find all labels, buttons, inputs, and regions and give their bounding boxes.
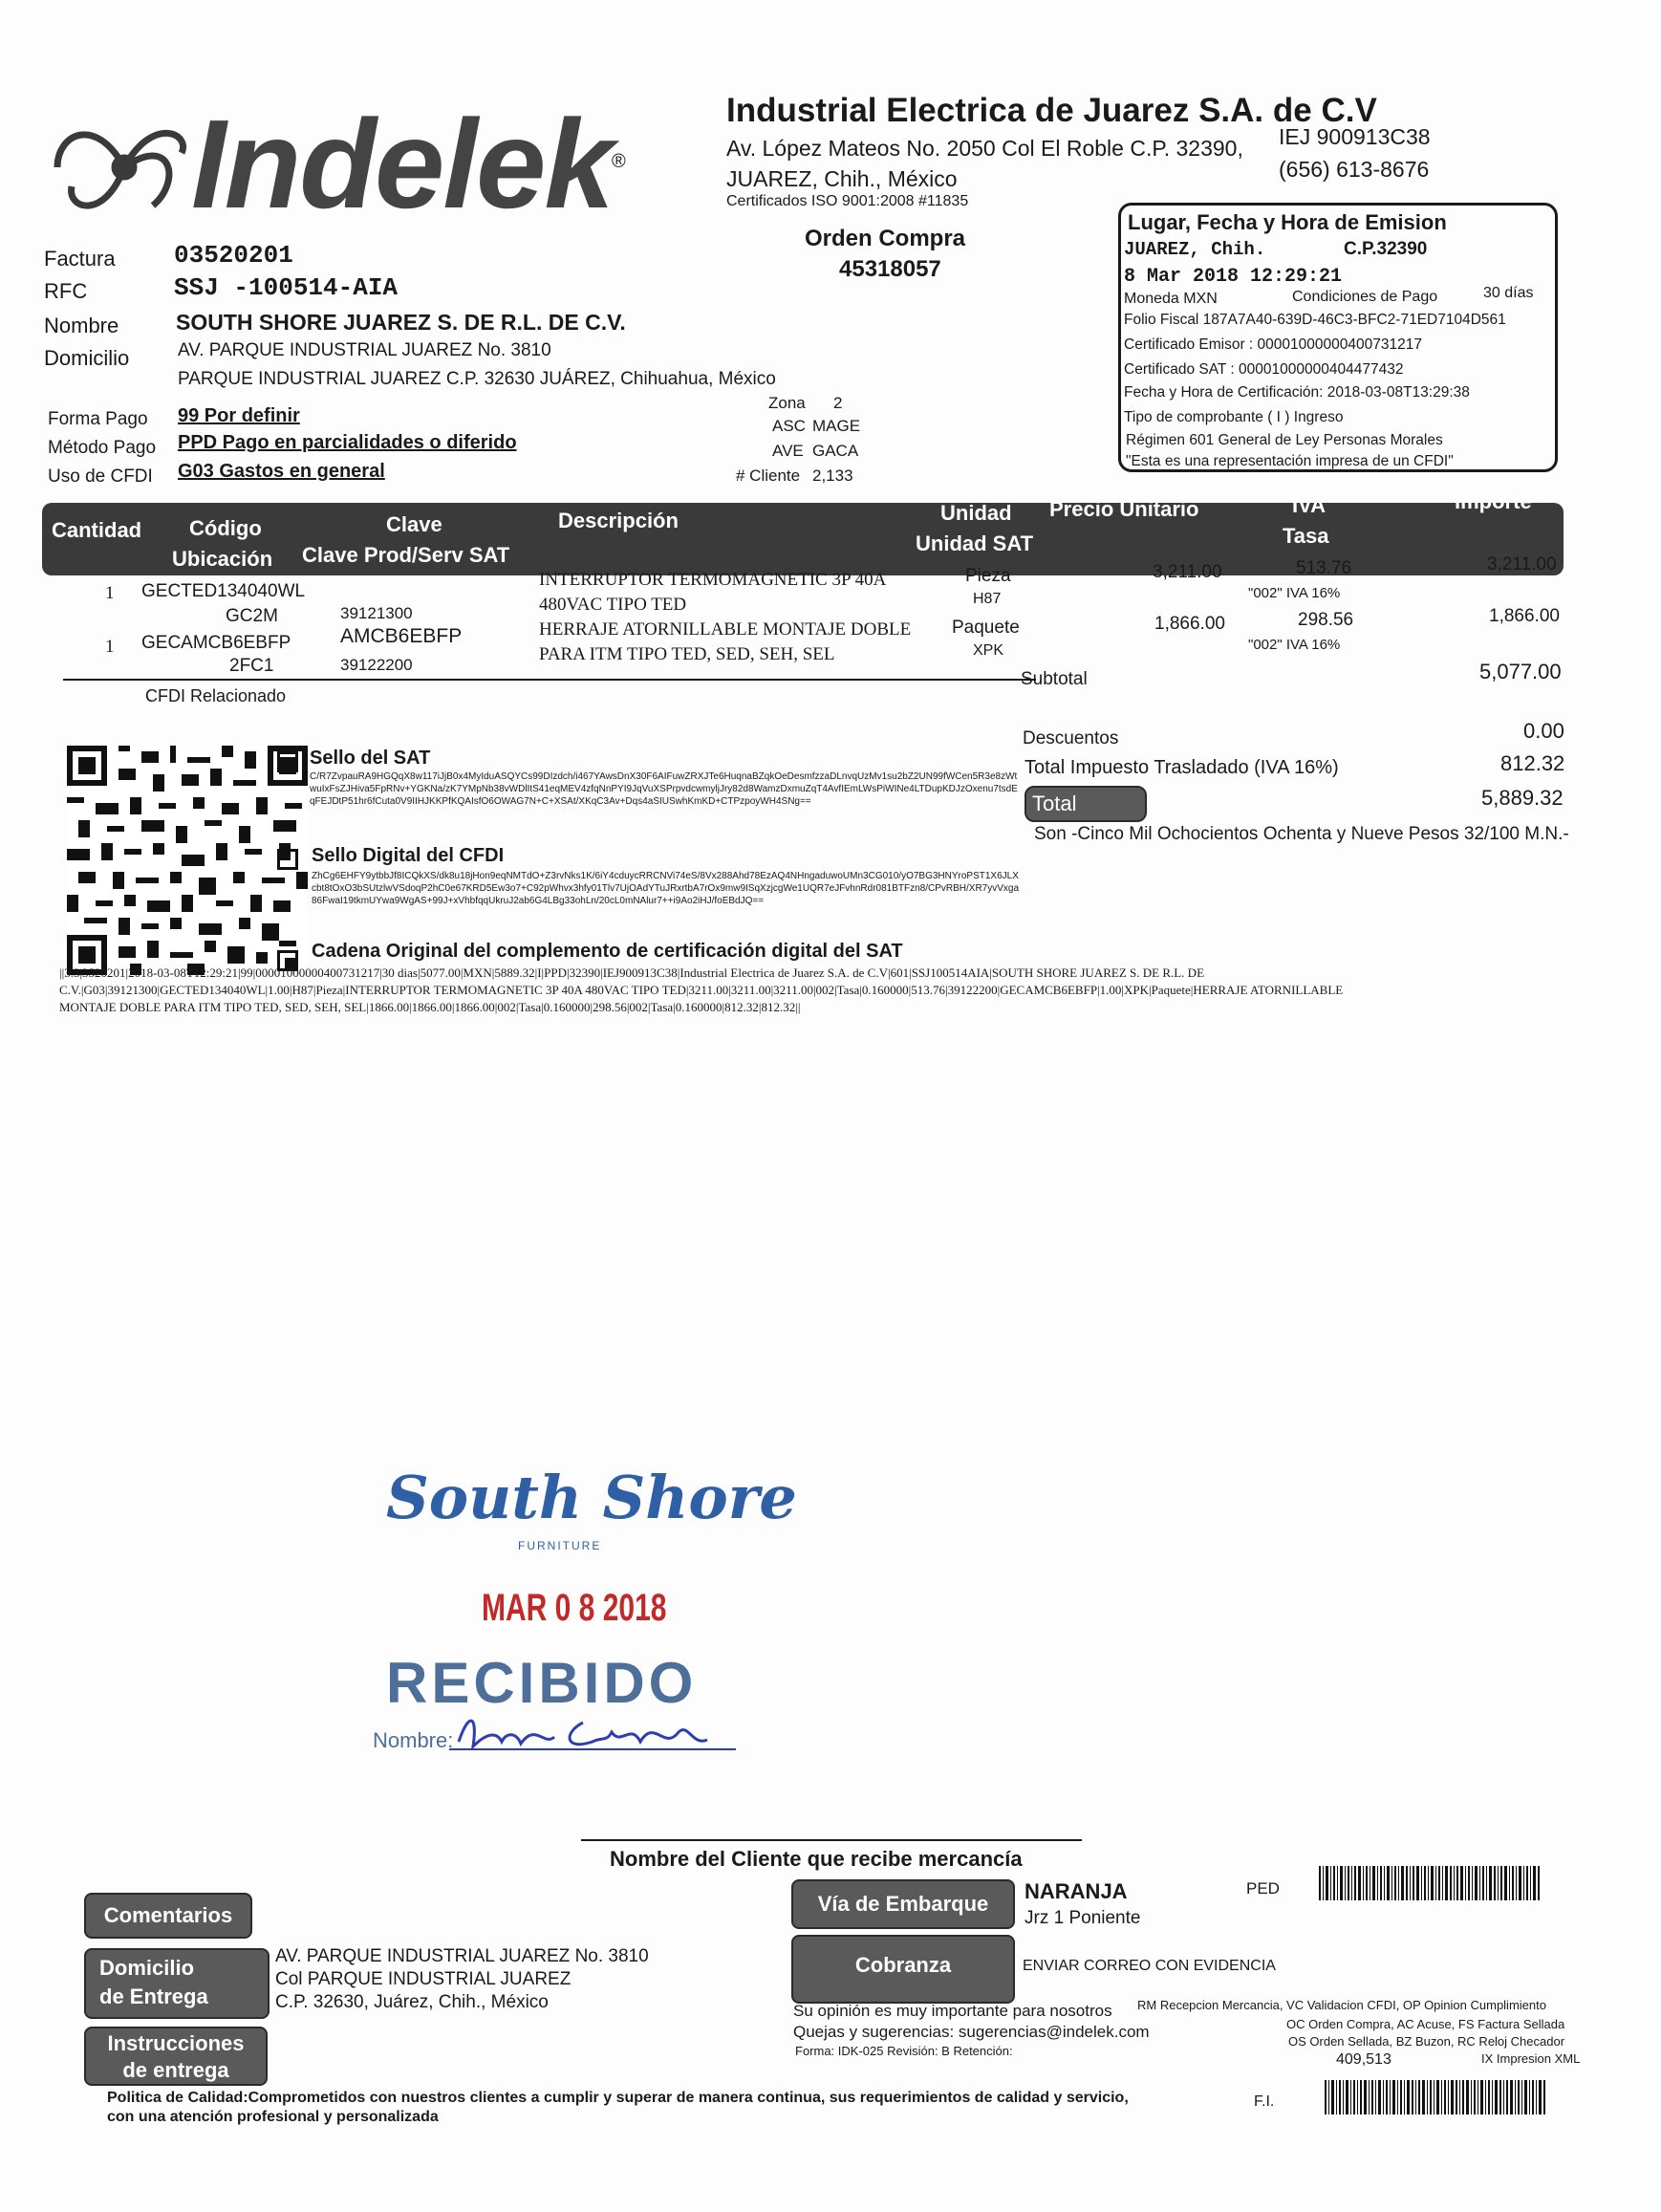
descuentos-label: Descuentos bbox=[1023, 728, 1119, 748]
emision-cert-sat: Certificado SAT : 00001000000404477432 bbox=[1124, 361, 1404, 378]
rfc-label: RFC bbox=[44, 279, 88, 303]
orden-label: Orden Compra bbox=[805, 226, 966, 251]
quejas-text: Quejas y sugerencias: sugerencias@indelek.com bbox=[793, 2023, 1150, 2041]
cadena-line2: C.V.|G03|39121300|GECTED134040WL|1.00|H87|Pieza|INTERRUPTOR TERMOMAGNETIC 3P 40A 480VAC TIPO TED|3211.00|3211.00|3211.00|002|Tasa|0.160000|513.76|39122200|GECAMCB6EBFP|1.00|XPK|Paquete|HERRAJE ATORNILLABLE bbox=[59, 983, 1344, 997]
stamp-sub: FURNITURE bbox=[518, 1539, 602, 1552]
row-desc1: HERRAJE ATORNILLABLE MONTAJE DOBLE bbox=[539, 619, 912, 640]
cobranza-text: Cobranza bbox=[854, 1953, 952, 1977]
sello-cfdi-icon bbox=[277, 849, 298, 870]
stamp-nombre-label: Nombre: bbox=[373, 1728, 454, 1752]
fi-label: F.I. bbox=[1254, 2093, 1275, 2110]
row-cantidad: 1 bbox=[105, 637, 115, 657]
stamp-recibido: RECIBIDO bbox=[386, 1651, 698, 1715]
emision-dias: 30 días bbox=[1483, 285, 1534, 301]
row-tasa: "002" IVA 16% bbox=[1248, 637, 1341, 653]
logo-swirl-icon bbox=[38, 96, 210, 239]
rm-line2: OC Orden Compra, AC Acuse, FS Factura Sellada bbox=[1286, 2017, 1565, 2031]
asc-value: MAGE bbox=[812, 417, 861, 435]
impuesto-value: 812.32 bbox=[1500, 751, 1565, 775]
th-tasa: Tasa bbox=[1283, 524, 1329, 548]
th-descripcion: Descripción bbox=[558, 509, 679, 532]
company-cert: Certificados ISO 9001:2008 #11835 bbox=[726, 193, 969, 209]
row-unidad-sat: XPK bbox=[973, 642, 1004, 659]
nombre-value: SOUTH SHORE JUAREZ S. DE R.L. DE C.V. bbox=[176, 310, 626, 335]
subtotal-label: Subtotal bbox=[1021, 669, 1088, 689]
descuentos-value: 0.00 bbox=[1523, 719, 1564, 743]
emision-fecha-cert: Fecha y Hora de Certificación: 2018-03-08T13:29:38 bbox=[1124, 384, 1470, 401]
sello-cfdi-text: ZhCg6EHFY9ytbbJf8ICQkXS/dk8u18jHon9eqNMTdO+Z3rvNks1K/6iY4cduycRRCNVi74eS/8Vx288Ahd78EzAQ4NHngaduwoUMn3CG010/yO7BG3HNYroPST1X6JLXcbt8tOxO3bSUtzlwVSdoqP2hC0e67KRD5Ew3o7+C92pWhvx3hfy01Tlv7UjOAdYTuJRxrtbA7rOx9mw9ISqXzjcgWe1UQR7eJFvhnRdr081BTFzn8/CPvRBH/XR7yvVxga86FwaI19tkmUYwa9WgAS+99J+xVhbfqqUkruJ2ab6G4LBg33ohLn/20cL0mNAlur7++i9Ao2iHJ/foEBdJQ== bbox=[312, 871, 1020, 906]
domicilio-entrega-line1: Domicilio bbox=[99, 1956, 195, 1980]
via-embarque-label bbox=[791, 1879, 1015, 1929]
sello-sat-title: Sello del SAT bbox=[310, 748, 431, 769]
barcode-icon bbox=[1319, 1866, 1541, 1900]
row-desc2: PARA ITM TIPO TED, SED, SEH, SEL bbox=[539, 644, 835, 664]
company-logo bbox=[38, 96, 650, 239]
cadena-title: Cadena Original del complemento de certificación digital del SAT bbox=[312, 941, 903, 962]
politica-line2: con una atención profesional y personalizada bbox=[107, 2109, 439, 2125]
ave-value: GACA bbox=[812, 442, 859, 460]
comentarios-text: Comentarios bbox=[103, 1903, 233, 1927]
row-precio: 1,866.00 bbox=[1154, 614, 1225, 634]
row-codigo: GECTED134040WL bbox=[141, 581, 306, 601]
received-stamp bbox=[373, 1463, 797, 1759]
row-tasa: "002" IVA 16% bbox=[1248, 585, 1341, 601]
company-phone: (656) 613-8676 bbox=[1279, 157, 1430, 182]
footer-number: 409,513 bbox=[1336, 2051, 1391, 2068]
metodo-label: Método Pago bbox=[48, 438, 157, 458]
th-clave: Clave bbox=[386, 512, 442, 536]
rm-line1: RM Recepcion Mercancia, VC Validacion CFDI, OP Opinion Cumplimiento bbox=[1137, 1998, 1546, 2012]
row-codigo: GECAMCB6EBFP bbox=[141, 633, 291, 653]
emision-cert-emisor: Certificado Emisor : 00001000000400731217 bbox=[1124, 336, 1422, 353]
forma-text: Forma: IDK-025 Revisión: B Retención: bbox=[795, 2044, 1013, 2058]
stamp-brand: South Shore bbox=[386, 1463, 797, 1532]
th-unidad-sat: Unidad SAT bbox=[916, 531, 1034, 555]
row-desc2: 480VAC TIPO TED bbox=[539, 595, 687, 615]
th-precio: Precio Unitario bbox=[1049, 497, 1199, 521]
th-clave-prod: Clave Prod/Serv SAT bbox=[302, 543, 510, 567]
domicilio-label: Domicilio bbox=[44, 346, 130, 370]
rfc-value: SSJ -100514-AIA bbox=[174, 273, 399, 302]
domicilio-entrega-label bbox=[84, 1948, 270, 2019]
cadena-line3: MONTAJE DOBLE PARA ITM TIPO TED, SED, SEH, SEL|1866.00|1866.00|1866.00|002|Tasa|0.160000|298.56|002|Tasa|0.160000|812.32|812.32|| bbox=[59, 1000, 801, 1014]
signature-icon bbox=[449, 1703, 755, 1761]
emision-regimen: Régimen 601 General de Ley Personas Morales bbox=[1126, 432, 1443, 448]
row-iva: 298.56 bbox=[1298, 610, 1354, 630]
rm-line3: OS Orden Sellada, BZ Buzon, RC Reloj Checador bbox=[1288, 2034, 1565, 2049]
politica-line1: Politica de Calidad:Comprometidos con nuestros clientes a cumplir y superar de manera continua, sus requerimientos de calidad y servicio, bbox=[107, 2090, 1129, 2106]
orden-value: 45318057 bbox=[839, 256, 941, 282]
cliente-value: 2,133 bbox=[812, 466, 853, 485]
th-codigo: Código bbox=[189, 516, 262, 540]
emision-condiciones: Condiciones de Pago bbox=[1292, 289, 1438, 305]
comentarios-label bbox=[84, 1893, 252, 1939]
entrega-line3: C.P. 32630, Juárez, Chih., México bbox=[275, 1992, 549, 2012]
ix-text: IX Impresion XML bbox=[1481, 2051, 1581, 2066]
ped-label: PED bbox=[1246, 1879, 1280, 1898]
jrz-value: Jrz 1 Poniente bbox=[1025, 1908, 1141, 1928]
cfdi-relacionado: CFDI Relacionado bbox=[145, 686, 287, 705]
subtotal-value: 5,077.00 bbox=[1479, 660, 1562, 683]
total-label-badge bbox=[1025, 786, 1147, 822]
emision-title: Lugar, Fecha y Hora de Emision bbox=[1128, 210, 1447, 234]
domicilio-line1: AV. PARQUE INDUSTRIAL JUAREZ No. 3810 bbox=[178, 340, 551, 360]
th-importe: Importe bbox=[1455, 489, 1532, 513]
metodo-value: PPD Pago en parcialidades o diferido bbox=[178, 432, 517, 453]
naranja-value: NARANJA bbox=[1025, 1879, 1128, 1903]
factura-value: 03520201 bbox=[174, 241, 293, 270]
th-iva: IVA bbox=[1292, 493, 1327, 517]
row-cantidad: 1 bbox=[105, 583, 115, 603]
th-unidad: Unidad bbox=[940, 501, 1012, 525]
forma-label: Forma Pago bbox=[48, 409, 148, 429]
th-ubicacion: Ubicación bbox=[172, 547, 273, 571]
zona-value: 2 bbox=[833, 394, 843, 412]
cobranza-label bbox=[791, 1935, 1015, 2004]
emision-representacion: "Esta es una representación impresa de un CFDI" bbox=[1126, 453, 1454, 469]
emision-lugar: JUAREZ, Chih. bbox=[1124, 239, 1266, 260]
row-iva: 513.76 bbox=[1296, 558, 1352, 578]
table-bottom-rule bbox=[63, 679, 1036, 681]
domicilio-line2: PARQUE INDUSTRIAL JUAREZ C.P. 32630 JUÁREZ, Chihuahua, México bbox=[178, 369, 776, 389]
uso-value: G03 Gastos en general bbox=[178, 461, 385, 482]
company-rfc: IEJ 900913C38 bbox=[1279, 124, 1431, 149]
barcode-icon bbox=[1325, 2080, 1546, 2114]
instrucciones-line1: Instrucciones bbox=[107, 2031, 245, 2055]
forma-value: 99 Por definir bbox=[178, 405, 300, 426]
company-address1: Av. López Mateos No. 2050 Col El Roble C.P. 32390, bbox=[726, 136, 1243, 161]
row-clave-prod: 39122200 bbox=[340, 656, 413, 674]
emision-folio: Folio Fiscal 187A7A40-639D-46C3-BFC2-71ED7104D561 bbox=[1124, 312, 1506, 328]
sello-sat-icon bbox=[277, 751, 298, 772]
total-label: Total bbox=[1032, 792, 1077, 815]
instrucciones-label bbox=[84, 2027, 268, 2086]
logo-text: Indelek bbox=[191, 94, 613, 234]
ave-label: AVE bbox=[772, 442, 804, 460]
nombre-label: Nombre bbox=[44, 314, 119, 337]
row-unidad: Pieza bbox=[965, 566, 1011, 586]
cliente-label: # Cliente bbox=[736, 466, 801, 485]
via-embarque-text: Vía de Embarque bbox=[817, 1892, 989, 1916]
qr-code-icon bbox=[67, 746, 308, 975]
row-ubicacion: GC2M bbox=[226, 606, 278, 626]
emision-fecha: 8 Mar 2018 12:29:21 bbox=[1124, 266, 1343, 288]
opinion-text: Su opinión es muy importante para nosotros bbox=[793, 2002, 1112, 2020]
cadena-line1: ||3.3|3520201|2018-03-08T12:29:21|99|00001000000400731217|30 dias|5077.00|MXN|5889.32|I|PPD|32390|IEJ900913C38|Industrial Electrica de Juarez S.A. de C.V|601|SSJ100514AIA|SOUTH SHORE JUAREZ S. DE R.L. DE bbox=[59, 965, 1205, 980]
sello-sat-text: C/R7ZvpauRA9HGQqX8w117iJjB0x4MyIduASQYCs99DIzdch/i467YAwsDnX30F6AIFuwZRXJTe6HuqnaBZqkOeDesmfzzaDLnvqUzMv1su2bZ2UN99fWCen5R3e8zWtwuIxFsZJHiva5FpRNv+YGKNa/zK7YMpNb38vWDlItS41eqMEV4zfqNnPYI9JqVuXSPrpvdcwmyljJry82d8WamzDxmuZqT4AvfIEmLWsPiWINe4LTDupKDJzOxenu7tsdEqFEJDtP51hr6fCuta0V9IIHJKKPfKQAIsfO6OWAG7N+C+XSAt/XKqC3Av+Dqs4aSIUSwhKmKD+CTPzpoyWH4SNg== bbox=[310, 771, 1018, 807]
row-unidad: Paquete bbox=[952, 618, 1020, 638]
emision-tipo: Tipo de comprobante ( I ) Ingreso bbox=[1124, 409, 1344, 425]
entrega-line2: Col PARQUE INDUSTRIAL JUAREZ bbox=[275, 1969, 572, 1989]
company-address2: JUAREZ, Chih., México bbox=[726, 166, 958, 191]
company-name: Industrial Electrica de Juarez S.A. de C.V bbox=[726, 92, 1377, 129]
zona-label: Zona bbox=[768, 394, 806, 412]
asc-label: ASC bbox=[772, 417, 806, 435]
cliente-recibe-line bbox=[581, 1839, 1082, 1841]
emision-moneda: Moneda MXN bbox=[1124, 291, 1218, 307]
row-importe: 1,866.00 bbox=[1489, 606, 1560, 626]
row-precio: 3,211.00 bbox=[1153, 562, 1222, 582]
total-letra: Son -Cinco Mil Ochocientos Ochenta y Nueve Pesos 32/100 M.N.- bbox=[1034, 824, 1569, 844]
qr-code bbox=[67, 746, 308, 975]
row-clave: AMCB6EBFP bbox=[340, 625, 463, 647]
total-value: 5,889.32 bbox=[1481, 786, 1564, 810]
row-unidad-sat: H87 bbox=[973, 591, 1002, 607]
registered-icon: ® bbox=[612, 151, 626, 172]
row-importe: 3,211.00 bbox=[1487, 554, 1557, 575]
domicilio-entrega-line2: de Entrega bbox=[99, 1984, 208, 2008]
row-ubicacion: 2FC1 bbox=[229, 656, 274, 676]
sello-cfdi-title: Sello Digital del CFDI bbox=[312, 845, 505, 866]
enviar-correo: ENVIAR CORREO CON EVIDENCIA bbox=[1023, 1958, 1276, 1974]
th-cantidad: Cantidad bbox=[52, 518, 142, 542]
entrega-line1: AV. PARQUE INDUSTRIAL JUAREZ No. 3810 bbox=[275, 1946, 649, 1966]
row-clave-prod: 39121300 bbox=[340, 604, 413, 622]
emision-cp: C.P.32390 bbox=[1344, 239, 1428, 259]
uso-label: Uso de CFDI bbox=[48, 466, 153, 487]
stamp-date: MAR 0 8 2018 bbox=[482, 1587, 667, 1629]
factura-label: Factura bbox=[44, 247, 116, 271]
instrucciones-line2: de entrega bbox=[122, 2058, 229, 2082]
cliente-recibe-label: Nombre del Cliente que recibe mercancía bbox=[610, 1847, 1023, 1871]
impuesto-label: Total Impuesto Trasladado (IVA 16%) bbox=[1025, 757, 1339, 778]
row-desc1: INTERRUPTOR TERMOMAGNETIC 3P 40A bbox=[539, 570, 887, 590]
